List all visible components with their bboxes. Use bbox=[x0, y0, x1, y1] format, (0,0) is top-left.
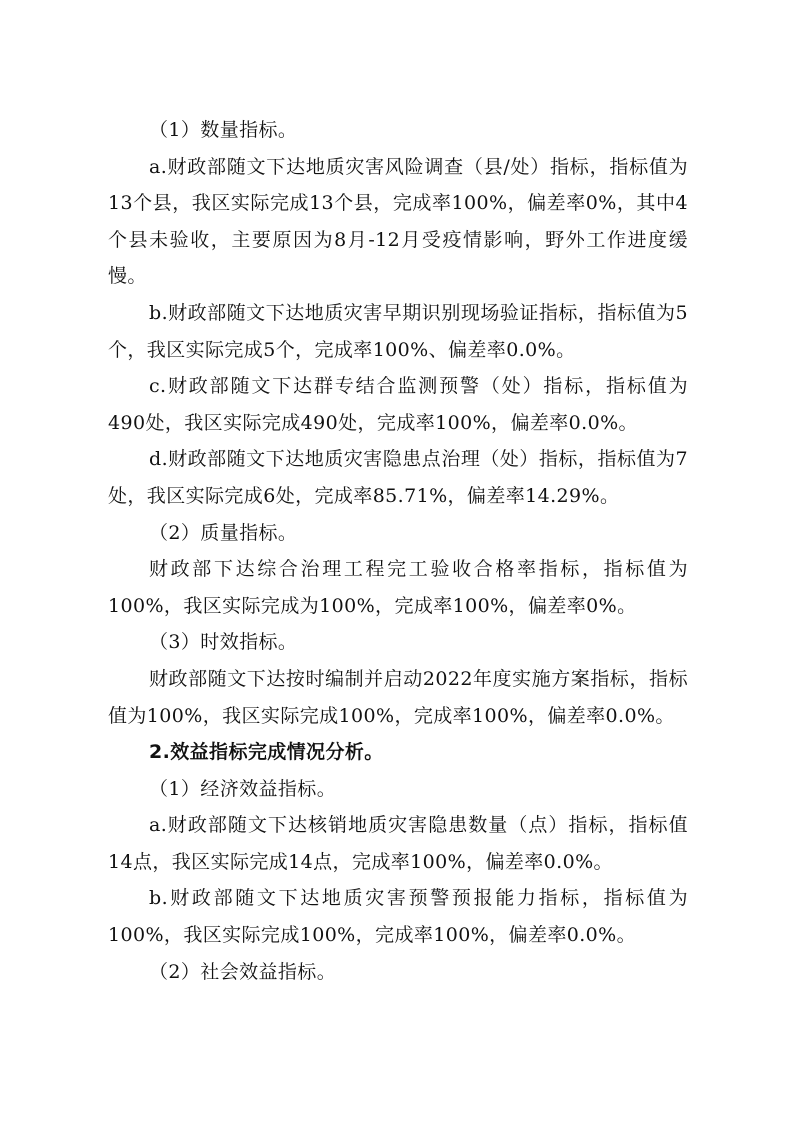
paragraph-early-identification: b.财政部随文下达地质灾害早期识别现场验证指标，指标值为5个，我区实际完成5个，完成率100%、偏差率0.0%。 bbox=[108, 301, 688, 361]
paragraph-implementation-plan: 财政部随文下达按时编制并启动2022年度实施方案指标，指标值为100%，我区实际完成100%，完成率100%，偏差率0.0%。 bbox=[108, 667, 688, 727]
paragraph-risk-survey: a.财政部随文下达地质灾害风险调查（县/处）指标，指标值为13个县，我区实际完成13个县，完成率100%，偏差率0%，其中4个县未验收，主要原因为8月-12月受疫情影响，野外工作进度缓慢。 bbox=[108, 155, 688, 288]
paragraph-hazard-cancellation: a.财政部随文下达核销地质灾害隐患数量（点）指标，指标值14点，我区实际完成14点，完成率100%，偏差率0.0%。 bbox=[108, 814, 688, 873]
subheading-economic-benefit: （1）经济效益指标。 bbox=[149, 777, 337, 800]
subheading-quality-indicators: （2）质量指标。 bbox=[149, 521, 298, 544]
section-heading-benefit-analysis: 2.效益指标完成情况分析。 bbox=[149, 741, 384, 764]
subheading-social-benefit: （2）社会效益指标。 bbox=[149, 960, 337, 983]
subheading-quantity-indicators: （1）数量指标。 bbox=[149, 119, 298, 141]
paragraph-monitoring-warning: c.财政部随文下达群专结合监测预警（处）指标，指标值为490处，我区实际完成490处，完成率100%，偏差率0.0%。 bbox=[108, 375, 688, 434]
paragraph-forecast-capability: b.财政部随文下达地质灾害预警预报能力指标，指标值为100%，我区实际完成100%，完成率100%，偏差率0.0%。 bbox=[108, 887, 688, 947]
subheading-timeliness-indicators: （3）时效指标。 bbox=[149, 631, 298, 654]
paragraph-hazard-treatment: d.财政部随文下达地质灾害隐患点治理（处）指标，指标值为7处，我区实际完成6处，完成率85.71%，偏差率14.29%。 bbox=[108, 448, 688, 507]
document-body bbox=[108, 112, 688, 990]
paragraph-acceptance-rate: 财政部下达综合治理工程完工验收合格率指标，指标值为100%，我区实际完成为100%，完成率100%，偏差率0%。 bbox=[108, 558, 688, 617]
